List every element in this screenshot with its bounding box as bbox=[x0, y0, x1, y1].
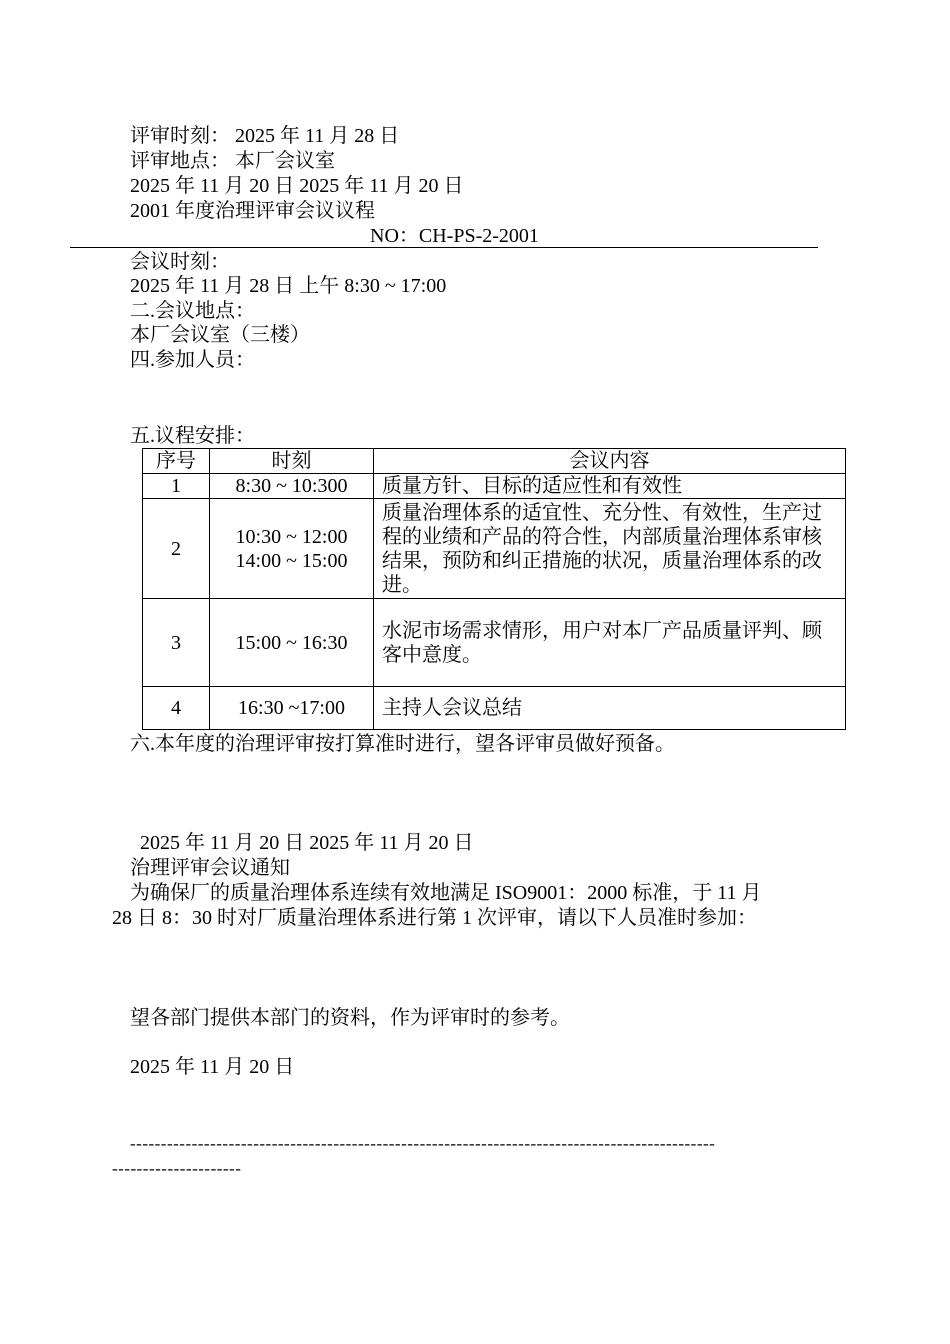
meeting-place-value: 本厂会议室（三楼） bbox=[130, 324, 310, 346]
agenda-table bbox=[142, 448, 846, 730]
meeting-place-label: 二.会议地点： bbox=[130, 300, 255, 322]
table-row bbox=[143, 499, 846, 599]
notice-body-line2: 28 日 8：30 时对厂质量治理体系进行第 1 次评审，请以下人员准时参加： bbox=[112, 907, 757, 929]
row-content: 质量治理体系的适宜性、充分性、有效性，生产过程的业绩和产品的符合性，内部质量治理体系审核结果，预防和纠正措施的状况，质量治理体系的改进。 bbox=[374, 499, 846, 599]
agenda-label: 五.议程安排： bbox=[130, 425, 255, 447]
row-no: 4 bbox=[143, 687, 210, 730]
dashed-divider-1: ----------------------------------------------------------------------------------------------- bbox=[130, 1134, 716, 1153]
header-content: 会议内容 bbox=[374, 449, 846, 474]
row-time bbox=[210, 499, 374, 599]
row-content: 水泥市场需求情形，用户对本厂产品质量评判、顾客中意度。 bbox=[374, 599, 846, 687]
row-time-1: 10:30 ~ 12:00 bbox=[235, 525, 348, 548]
table-header-row bbox=[143, 449, 846, 474]
row-no: 1 bbox=[143, 474, 210, 499]
row-no: 2 bbox=[143, 499, 210, 599]
header-no: 序号 bbox=[143, 449, 210, 474]
review-time: 评审时刻： 2025 年 11 月 28 日 bbox=[130, 125, 400, 147]
notice-date: 2025 年 11 月 20 日 bbox=[130, 1056, 295, 1078]
header-dates: 2025 年 11 月 20 日 2025 年 11 月 20 日 bbox=[130, 175, 464, 197]
row-time: 16:30 ~17:00 bbox=[210, 687, 374, 730]
notice-body-line1: 为确保厂的质量治理体系连续有效地满足 ISO9001：2000 标准，于 11 月 bbox=[130, 882, 762, 904]
header-time: 时刻 bbox=[210, 449, 374, 474]
participants-label: 四.参加人员： bbox=[130, 349, 255, 371]
table-row bbox=[143, 474, 846, 499]
meeting-time-value: 2025 年 11 月 28 日 上午 8:30 ~ 17:00 bbox=[130, 275, 447, 297]
row-no: 3 bbox=[143, 599, 210, 687]
notice-dates: 2025 年 11 月 20 日 2025 年 11 月 20 日 bbox=[140, 832, 474, 854]
doc-number: NO：CH-PS-2-2001 bbox=[370, 225, 539, 247]
row-content: 质量方针、目标的适应性和有效性 bbox=[374, 474, 846, 499]
row-time: 8:30 ~ 10:300 bbox=[210, 474, 374, 499]
agenda-title: 2001 年度治理评审会议议程 bbox=[130, 200, 375, 222]
row-time-2: 14:00 ~ 15:00 bbox=[235, 549, 348, 572]
meeting-time-label: 会议时刻： bbox=[130, 251, 230, 273]
dashed-divider-2: --------------------- bbox=[112, 1159, 242, 1178]
notice-title: 治理评审会议通知 bbox=[130, 857, 290, 879]
row-content: 主持人会议总结 bbox=[374, 687, 846, 730]
closing-statement: 六.本年度的治理评审按打算准时进行，望各评审员做好预备。 bbox=[130, 733, 675, 755]
header-rule bbox=[70, 247, 818, 248]
table-row bbox=[143, 687, 846, 730]
table-row bbox=[143, 599, 846, 687]
row-time: 15:00 ~ 16:30 bbox=[210, 599, 374, 687]
review-place: 评审地点： 本厂会议室 bbox=[130, 150, 335, 172]
notice-request: 望各部门提供本部门的资料，作为评审时的参考。 bbox=[130, 1007, 570, 1029]
